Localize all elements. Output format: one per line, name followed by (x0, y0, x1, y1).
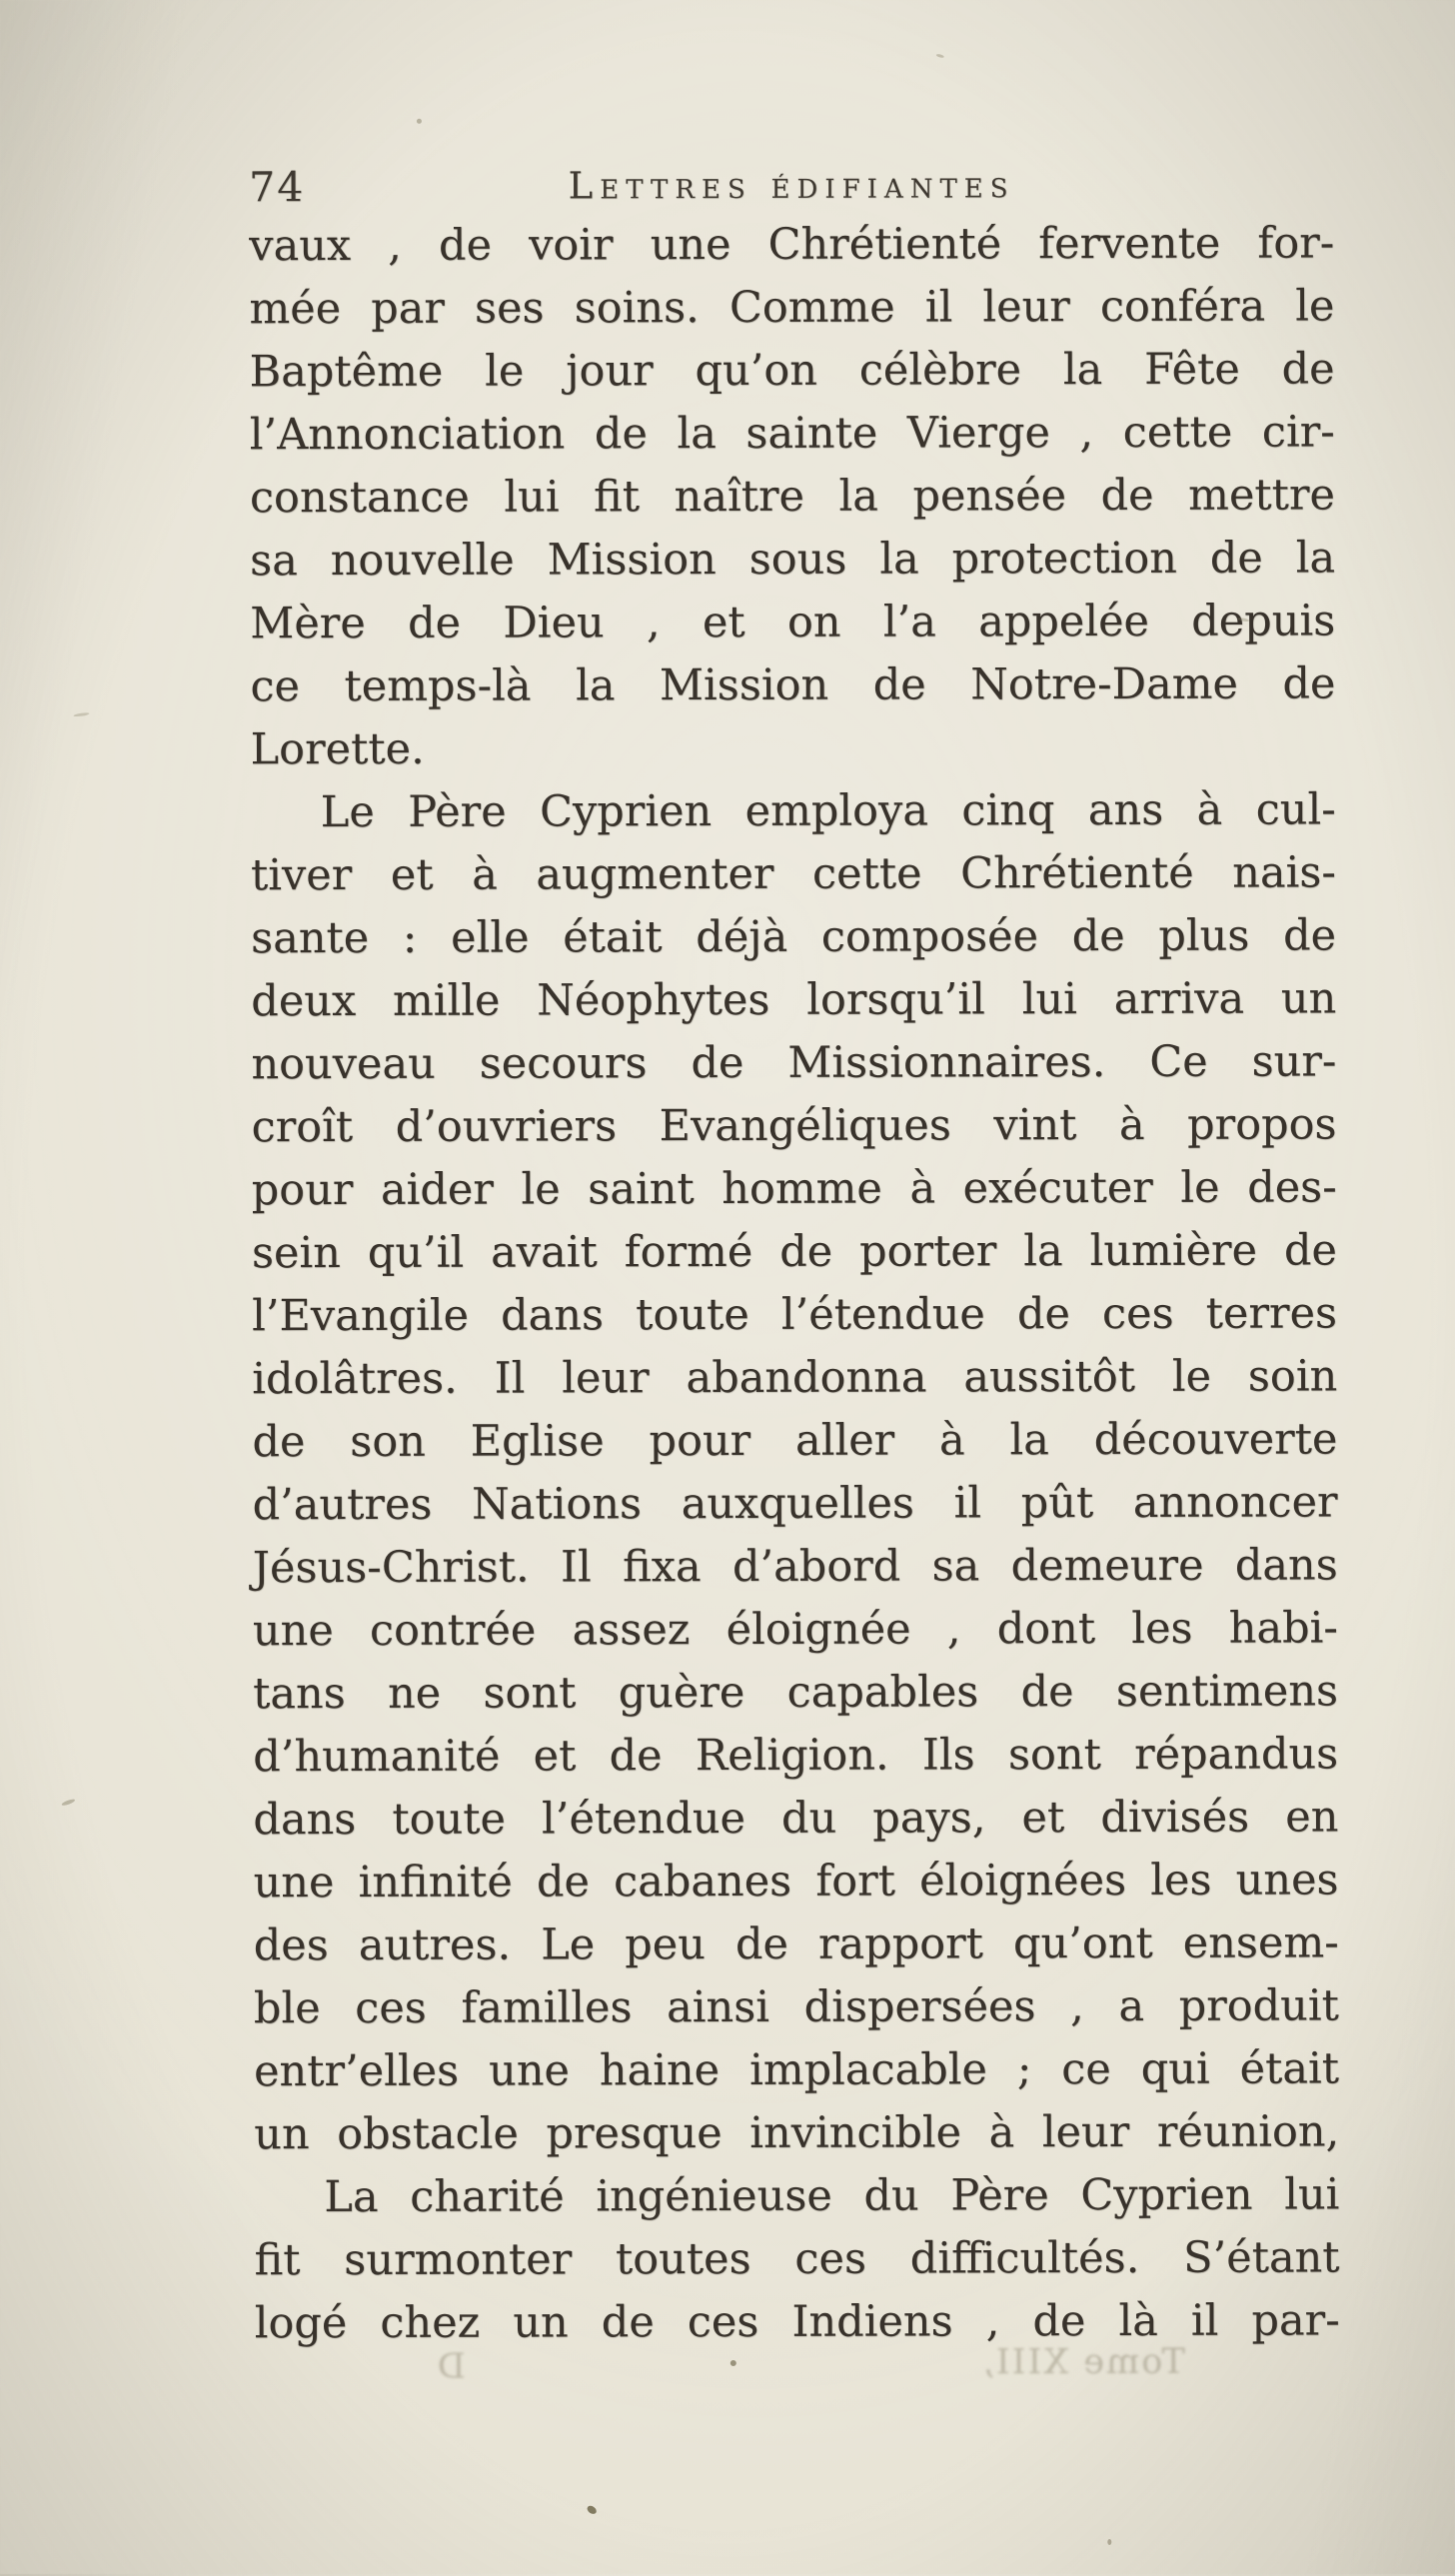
body-line: sa nouvelle Mission sous la protection de la (250, 533, 1336, 587)
body-line: Jésus-Christ. Il fixa d’abord sa demeure dans (252, 1540, 1338, 1594)
running-header (249, 154, 1334, 213)
body-line: d’autres Nations auxquelles il pût annoncer (252, 1477, 1338, 1531)
body-line: de son Eglise pour aller à la découverte (252, 1414, 1338, 1468)
body-line: mée par ses soins. Comme il leur conféra le (249, 281, 1335, 335)
body-line: constance lui fit naître la pensée de mettre (249, 470, 1335, 524)
body-line: La charité ingénieuse du Père Cyprien lui (324, 2169, 1340, 2223)
body-line: Le Père Cyprien employa cinq ans à cul- (320, 784, 1336, 838)
body-line: ble ces familles ainsi dispersées , a produit (253, 1980, 1339, 2034)
body-line: tiver et à augmenter cette Chrétienté nais- (250, 847, 1336, 901)
body-line: croît d’ouvriers Evangéliques vint à propos (251, 1099, 1337, 1153)
body-line: l’Annonciation de la sainte Vierge , cette cir- (249, 407, 1335, 461)
body-line: sein qu’il avait formé de porter la lumière de (251, 1225, 1337, 1279)
show-through-signature-mark: D (435, 2346, 466, 2387)
paper-speck (1107, 2539, 1111, 2545)
body-line: entr’elles une haine implacable ; ce qui était (253, 2043, 1340, 2097)
body-line: idolâtres. Il leur abandonna aussitôt le soin (252, 1351, 1338, 1405)
body-line: Baptême le jour qu’on célèbre la Fête de (249, 344, 1335, 398)
body-line: logé chez un de ces Indiens , de là il par- (254, 2295, 1340, 2349)
body-line: nouveau secours de Missionnaires. Ce sur- (251, 1036, 1337, 1090)
paper-speck (936, 53, 945, 58)
body-line: deux mille Néophytes lorsqu’il lui arriva un (251, 973, 1337, 1027)
body-line: vaux , de voir une Chrétienté fervente for- (249, 218, 1335, 272)
text-block (249, 212, 1340, 2355)
body-line: pour aider le saint homme à exécuter le des- (251, 1162, 1337, 1216)
body-line: Mère de Dieu , et on l’a appelée depuis (250, 596, 1336, 649)
body-line: une contrée assez éloignée , dont les habi- (252, 1603, 1338, 1657)
body-line: des autres. Le peu de rapport qu’ont ensem- (253, 1918, 1339, 1971)
body-line: l’Evangile dans toute l’étendue de ces terres (252, 1288, 1338, 1342)
paper-speck (586, 2504, 598, 2515)
body-line: fit surmonter toutes ces difficultés. S’étant (254, 2232, 1340, 2286)
paper-speck (61, 1798, 76, 1807)
paper-speck (730, 2360, 736, 2366)
page-number: 74 (249, 163, 306, 212)
show-through-tome-label: Tome XIII, (980, 2341, 1185, 2383)
body-line: sante : elle était déjà composée de plus de (251, 910, 1337, 964)
body-line: Lorette. (250, 723, 425, 775)
paper-speck (73, 712, 89, 717)
running-title: Lettres édifiantes (568, 163, 1015, 208)
body-line: un obstacle presque invincible à leur réunion, (254, 2106, 1340, 2160)
body-line: une infinité de cabanes fort éloignées les unes (253, 1855, 1339, 1909)
paper-speck (417, 119, 422, 124)
body-line: dans toute l’étendue du pays, et divisés en (253, 1792, 1339, 1846)
body-line: d’humanité et de Religion. Ils sont répandus (253, 1729, 1339, 1783)
body-line: tans ne sont guère capables de sentimens (252, 1666, 1339, 1720)
body-line: ce temps-là la Mission de Notre-Dame de (250, 658, 1336, 712)
